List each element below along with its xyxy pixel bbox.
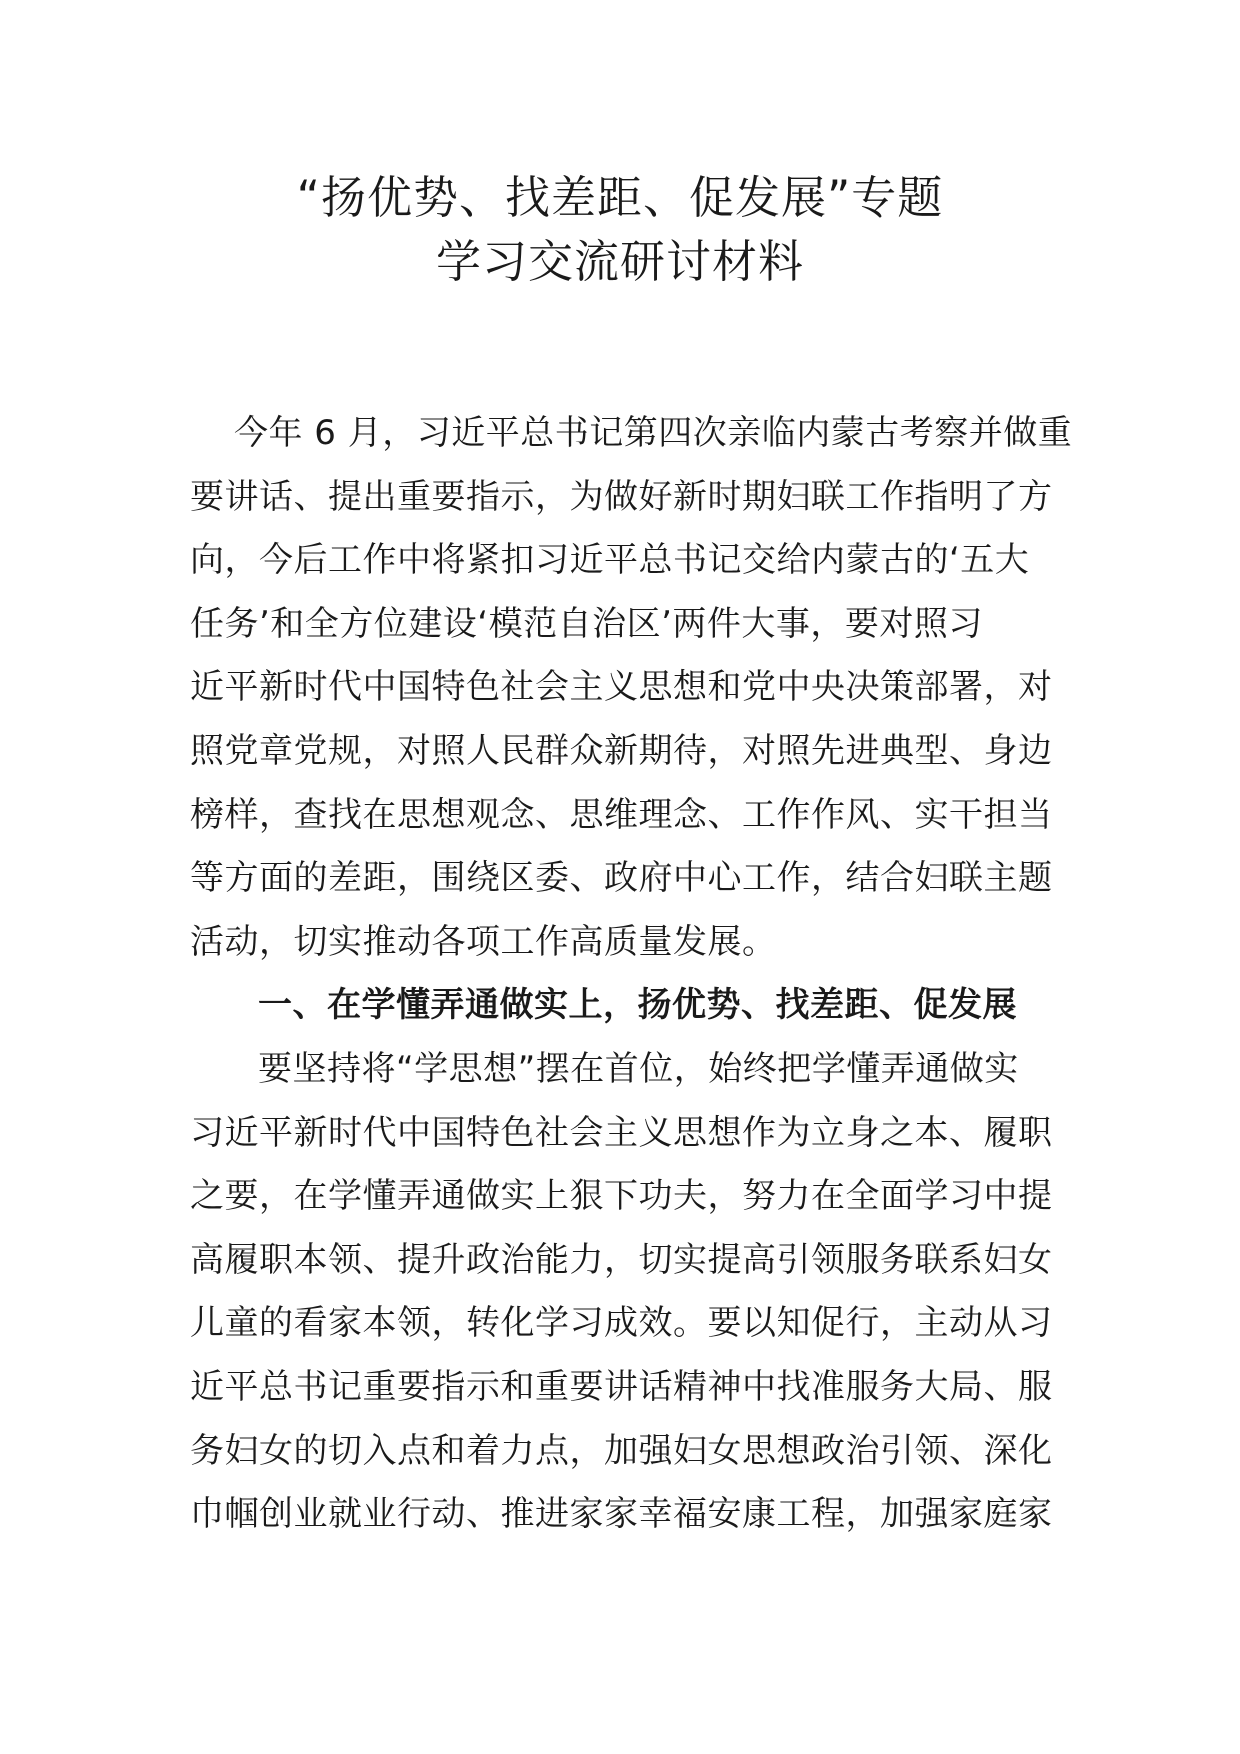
paragraph-2-line: 儿童的看家本领，转化学习成效。要以知促行，主动从习 xyxy=(190,1303,1053,1344)
paragraph-1-line: 要讲话、提出重要指示，为做好新时期妇联工作指明了方 xyxy=(190,476,1053,517)
paragraph-2-line: 高履职本领、提升政治能力，切实提高引领服务联系妇女 xyxy=(190,1239,1053,1280)
paragraph-1-line: 向，今后工作中将紧扣习近平总书记交给内蒙古的‘五大 xyxy=(190,540,1030,581)
document-title xyxy=(0,166,1240,294)
paragraph-2-line: 之要，在学懂弄通做实上狠下功夫，努力在全面学习中提 xyxy=(190,1176,1053,1217)
paragraph-1-line: 榜样，查找在思想观念、思维理念、工作作风、实干担当 xyxy=(190,794,1053,835)
title-line-1: “扬优势、找差距、促发展”专题 xyxy=(296,171,944,224)
paragraph-1-line: 近平新时代中国特色社会主义思想和党中央决策部署，对 xyxy=(190,667,1053,708)
paragraph-2-line: 近平总书记重要指示和重要讲话精神中找准服务大局、服 xyxy=(190,1366,1053,1407)
paragraph-1-line: 照党章党规，对照人民群众新期待，对照先进典型、身边 xyxy=(190,730,1053,771)
paragraph-2-line: 要坚持将“学思想”摆在首位，始终把学懂弄通做实 xyxy=(258,1048,1019,1089)
paragraph-1-line: 等方面的差距，围绕区委、政府中心工作，结合妇联主题 xyxy=(190,858,1053,899)
title-line-2: 学习交流研讨材料 xyxy=(435,235,804,288)
paragraph-1-line: 今年 6 月，习近平总书记第四次亲临内蒙古考察并做重 xyxy=(234,413,1073,453)
document-body xyxy=(190,402,1073,1547)
paragraph-2-line: 习近平新时代中国特色社会主义思想作为立身之本、履职 xyxy=(190,1112,1053,1153)
paragraph-1-line: 活动，切实推动各项工作高质量发展。 xyxy=(190,921,777,962)
section-heading-1: 一、在学懂弄通做实上，扬优势、找差距、促发展 xyxy=(258,985,1017,1026)
paragraph-1-line: 任务’和全方位建设‘模范自治区’两件大事，要对照习 xyxy=(190,603,983,644)
paragraph-2-line: 务妇女的切入点和着力点，加强妇女思想政治引领、深化 xyxy=(190,1430,1053,1471)
paragraph-2-line: 巾帼创业就业行动、推进家家幸福安康工程，加强家庭家 xyxy=(190,1494,1053,1535)
